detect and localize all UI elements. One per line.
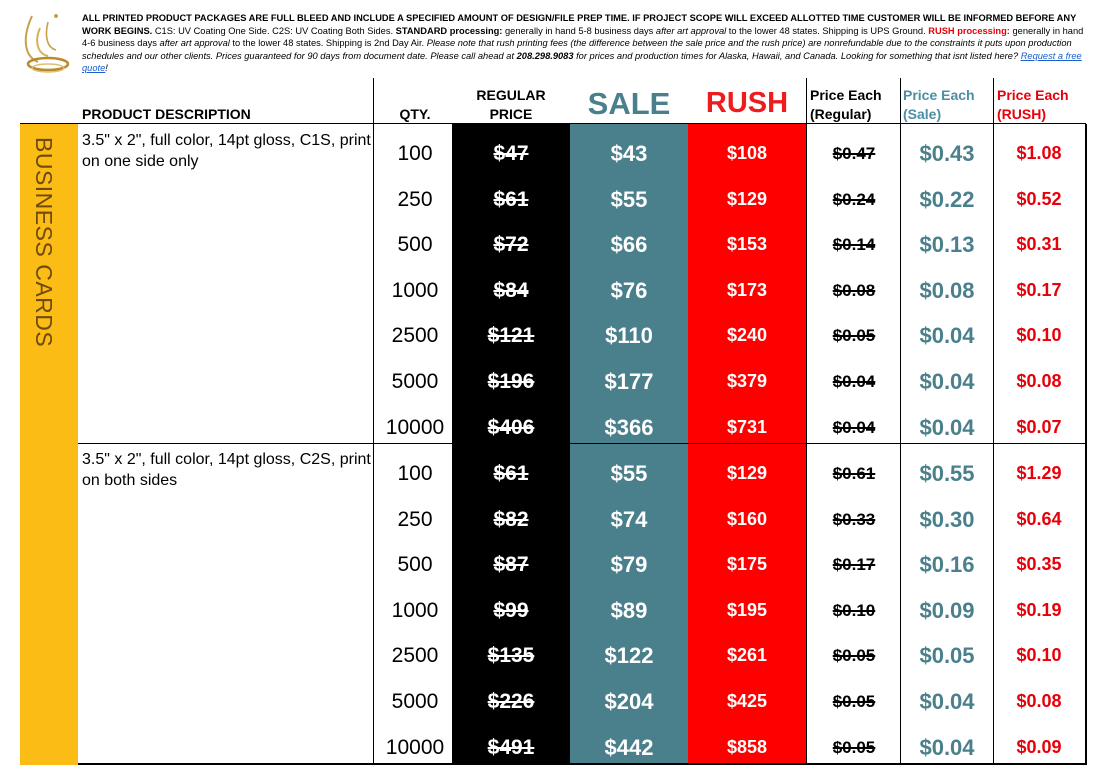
price-each-regular-cell: $0.61 xyxy=(832,464,876,483)
table-row xyxy=(0,405,1107,451)
price-each-regular-cell: $0.10 xyxy=(832,600,876,620)
table-row xyxy=(0,725,1107,770)
request-quote-link[interactable]: Request a free quote xyxy=(82,50,1082,74)
notice-rush-label: RUSH processing: xyxy=(928,25,1010,36)
rush-price-cell: $261 xyxy=(726,645,768,666)
header-sale: SALE xyxy=(587,86,671,121)
category-label: BUSINESS CARDS xyxy=(31,137,57,348)
notice-scope: ALL PRINTED PRODUCT PACKAGES ARE FULL BLEED AND INCLUDE A SPECIFIED AMOUNT OF DESIGN/FILE PREP TIME. IF PROJECT SCOPE WILL EXCEED ALLOTTED TIME CUSTOMER WILL BE INFORMED BEFORE ANY WORK BEGINS. xyxy=(82,13,1077,36)
sale-price-cell: $55 xyxy=(610,186,648,212)
qty-cell: 2500 xyxy=(391,324,439,348)
rush-price-cell: $858 xyxy=(726,736,768,757)
price-each-rush-cell: $0.09 xyxy=(1016,736,1062,757)
price-each-sale-cell: $0.55 xyxy=(919,461,975,486)
price-each-sale-cell: $0.30 xyxy=(919,506,975,532)
notice-standard-label: STANDARD processing: xyxy=(395,25,503,36)
price-each-rush-cell: $1.08 xyxy=(1016,143,1062,163)
price-each-regular-cell: $0.04 xyxy=(832,372,876,391)
price-each-regular-cell: $0.05 xyxy=(832,692,876,711)
notice-standard-time: generally in hand 5-8 business days xyxy=(502,25,656,36)
price-each-sale-cell: $0.16 xyxy=(919,552,975,578)
price-each-rush-cell: $0.19 xyxy=(1016,599,1062,620)
table-row xyxy=(0,542,1107,588)
price-each-regular-cell: $0.33 xyxy=(832,509,876,529)
notice-approval: after art approval xyxy=(159,38,230,49)
sale-price-cell: $110 xyxy=(605,323,653,349)
product-description: 3.5" x 2", full color, 14pt gloss, C1S, print on one side only xyxy=(82,132,371,170)
price-each-sale-cell: $0.43 xyxy=(919,141,975,166)
price-each-rush-cell: $1.29 xyxy=(1016,463,1062,483)
header-qty: QTY. xyxy=(399,106,431,122)
header-pe-regular-line2: (Regular) xyxy=(810,106,872,122)
price-each-rush-cell: $0.31 xyxy=(1016,234,1062,255)
price-each-regular-cell: $0.14 xyxy=(832,235,876,255)
qty-cell: 100 xyxy=(397,142,433,165)
notice-fees: Please note that rush printing fees (the difference between the sale price and the rush price) are nonrefundable due to the constraints it puts upon production schedules and our other clients. Prices guaranteed for 90 days from document date. Please call ahead at xyxy=(82,38,1072,61)
notice-phone: 208.298.9083 xyxy=(516,50,574,61)
regular-price-cell: $47 xyxy=(493,142,529,165)
qty-cell: 1000 xyxy=(391,598,439,622)
price-each-sale-cell: $0.08 xyxy=(919,277,975,303)
price-each-rush-cell: $0.07 xyxy=(1016,416,1062,437)
sale-price-cell: $66 xyxy=(610,232,648,258)
qty-cell: 2500 xyxy=(391,644,439,668)
table-top-border xyxy=(20,123,1086,124)
header-pe-rush-line2: (RUSH) xyxy=(997,106,1046,122)
price-each-regular-cell: $0.05 xyxy=(832,737,876,757)
price-each-regular-cell: $0.04 xyxy=(832,417,876,437)
price-each-regular-cell: $0.47 xyxy=(832,144,876,163)
table-row xyxy=(0,222,1107,268)
header-price-each-regular xyxy=(810,86,882,124)
table-row xyxy=(0,451,1107,497)
table-row xyxy=(0,679,1107,725)
regular-price-cell: $87 xyxy=(493,553,529,577)
notice-approval: after art approval xyxy=(655,25,727,36)
table-row xyxy=(0,177,1107,223)
sale-price-cell: $89 xyxy=(610,597,648,623)
sale-price-cell: $55 xyxy=(610,461,648,486)
header-regular-line1: REGULAR xyxy=(476,87,546,103)
header-regular-line2: PRICE xyxy=(489,106,533,122)
regular-price-cell: $61 xyxy=(493,462,529,485)
rush-price-cell: $160 xyxy=(726,508,768,529)
regular-price-cell: $99 xyxy=(493,598,529,622)
price-each-rush-cell: $0.10 xyxy=(1016,645,1062,666)
sale-price-cell: $76 xyxy=(610,277,648,303)
price-each-regular-cell: $0.05 xyxy=(832,326,876,346)
notice-rush-ship: to the lower 48 states. Shipping is 2nd Day Air. xyxy=(229,38,427,49)
rush-price-cell: $108 xyxy=(726,143,768,163)
product-description: 3.5" x 2", full color, 14pt gloss, C2S, print on both sides xyxy=(82,451,371,489)
price-each-regular-cell: $0.24 xyxy=(832,189,876,209)
table-row xyxy=(0,633,1107,679)
notice-coating: C1S: UV Coating One Side. C2S: UV Coating Both Sides. xyxy=(152,25,396,36)
sale-price-cell: $122 xyxy=(604,643,654,669)
qty-cell: 250 xyxy=(397,507,433,531)
rush-price-cell: $240 xyxy=(726,325,768,346)
price-each-sale-cell: $0.04 xyxy=(919,734,975,760)
price-each-sale-cell: $0.04 xyxy=(919,369,975,394)
price-each-regular-cell: $0.17 xyxy=(832,555,876,575)
price-each-rush-cell: $0.35 xyxy=(1016,554,1062,575)
sale-price-cell: $79 xyxy=(610,552,648,578)
header-regular-price xyxy=(452,86,570,124)
table-row xyxy=(0,131,1107,177)
table-row xyxy=(0,588,1107,634)
price-each-sale-cell: $0.04 xyxy=(919,414,975,440)
price-each-sale-cell: $0.09 xyxy=(919,597,975,623)
qty-cell: 250 xyxy=(397,187,433,211)
sale-price-cell: $43 xyxy=(610,141,648,166)
price-each-sale-cell: $0.13 xyxy=(919,232,975,258)
regular-price-cell: $61 xyxy=(493,187,529,211)
price-each-sale-cell: $0.05 xyxy=(919,643,975,669)
table-row xyxy=(0,359,1107,405)
price-each-rush-cell: $0.64 xyxy=(1016,508,1062,529)
terms-notice xyxy=(82,12,1092,75)
header-pe-rush-line1: Price Each xyxy=(997,87,1069,103)
sale-price-cell: $204 xyxy=(604,689,654,714)
notice-other: for prices and production times for Alaska, Hawaii, and Canada. Looking for something that isnt listed here? xyxy=(573,50,1021,61)
qty-cell: 500 xyxy=(397,233,433,257)
rush-price-cell: $731 xyxy=(726,416,768,437)
header-rush: RUSH xyxy=(705,87,789,119)
table-row xyxy=(0,497,1107,543)
qty-cell: 100 xyxy=(397,462,433,485)
qty-cell: 10000 xyxy=(385,415,445,439)
header-price-each-rush xyxy=(997,86,1069,124)
regular-price-cell: $226 xyxy=(487,690,535,713)
sale-price-cell: $177 xyxy=(604,369,654,394)
notice-rush-time: generally in hand 4-6 business days xyxy=(82,25,1084,49)
sale-price-cell: $442 xyxy=(604,734,654,760)
price-each-rush-cell: $0.52 xyxy=(1016,188,1062,209)
sale-price-cell: $366 xyxy=(604,414,654,440)
rush-price-cell: $379 xyxy=(726,371,768,391)
rush-price-cell: $173 xyxy=(726,279,768,300)
rush-price-cell: $425 xyxy=(726,691,768,711)
table-row xyxy=(0,268,1107,314)
company-logo-icon xyxy=(18,8,74,78)
price-each-rush-cell: $0.10 xyxy=(1016,325,1062,346)
rush-price-cell: $129 xyxy=(726,188,768,209)
price-each-sale-cell: $0.22 xyxy=(919,186,975,212)
rush-price-cell: $153 xyxy=(726,234,768,255)
header-product-description: PRODUCT DESCRIPTION xyxy=(82,106,251,122)
regular-price-cell: $196 xyxy=(487,370,535,393)
header-pe-regular-line1: Price Each xyxy=(810,87,882,103)
qty-cell: 500 xyxy=(397,553,433,577)
header-pe-sale-line2: (Sale) xyxy=(903,106,942,122)
price-each-sale-cell: $0.04 xyxy=(919,323,975,349)
price-each-rush-cell: $0.08 xyxy=(1016,691,1062,711)
sale-price-cell: $74 xyxy=(610,506,648,532)
qty-cell: 5000 xyxy=(391,370,439,393)
qty-cell: 1000 xyxy=(391,278,439,302)
regular-price-cell: $135 xyxy=(487,644,535,668)
regular-price-cell: $72 xyxy=(493,233,529,257)
regular-price-cell: $121 xyxy=(487,324,535,348)
regular-price-cell: $82 xyxy=(493,507,529,531)
price-each-regular-cell: $0.08 xyxy=(832,280,876,300)
notice-standard-ship: to the lower 48 states. Shipping is UPS Ground. xyxy=(726,25,929,36)
rush-price-cell: $129 xyxy=(726,463,768,483)
notice-end: ! xyxy=(105,63,108,74)
qty-cell: 10000 xyxy=(385,735,445,759)
price-each-rush-cell: $0.17 xyxy=(1016,279,1062,300)
regular-price-cell: $84 xyxy=(493,278,529,302)
regular-price-cell: $406 xyxy=(487,415,535,439)
price-each-regular-cell: $0.05 xyxy=(832,646,876,666)
regular-price-cell: $491 xyxy=(487,735,535,759)
header-price-each-sale xyxy=(903,86,975,124)
table-row xyxy=(0,313,1107,359)
header-pe-sale-line1: Price Each xyxy=(903,87,975,103)
qty-cell: 5000 xyxy=(391,690,439,713)
rush-price-cell: $175 xyxy=(726,554,768,575)
rush-price-cell: $195 xyxy=(726,599,768,620)
price-each-rush-cell: $0.08 xyxy=(1016,371,1062,391)
price-each-sale-cell: $0.04 xyxy=(919,689,975,714)
